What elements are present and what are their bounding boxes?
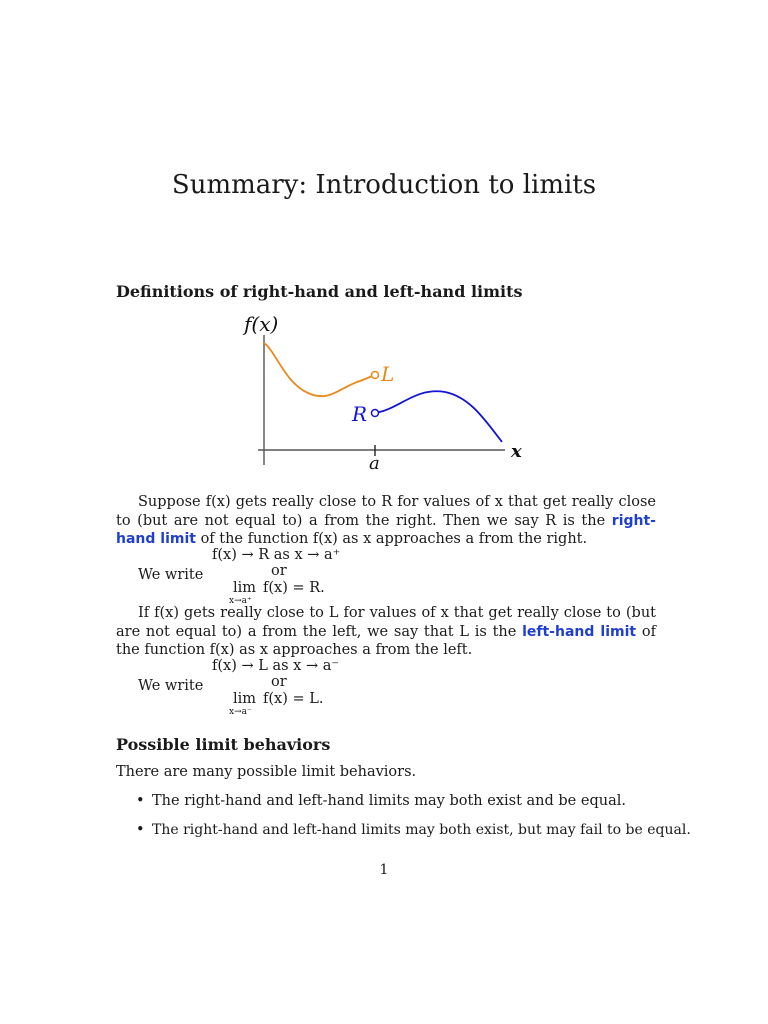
section-heading-definitions: Definitions of right-hand and left-hand limits: [116, 282, 523, 301]
left-we-write: We write: [138, 678, 204, 694]
x-axis-label: x: [511, 441, 522, 462]
bullet-icon: •: [136, 822, 145, 838]
section-heading-behaviors: Possible limit behaviors: [116, 735, 331, 754]
left-lim: lim: [233, 691, 257, 707]
right-hand-limit-term: right-hand limit: [116, 512, 656, 547]
left-hand-limit-term: left-hand limit: [522, 623, 637, 640]
left-limit-paragraph: [116, 604, 656, 660]
left-curve: [264, 343, 375, 396]
y-axis-label: f(x): [244, 312, 279, 336]
page-title: Summary: Introduction to limits: [171, 170, 597, 200]
list-item: The right-hand and left-hand limits may both exist and be equal.: [152, 793, 626, 809]
right-arrow-notation: f(x) → R as x → a⁺: [212, 547, 341, 563]
right-curve: [375, 391, 502, 442]
left-arrow-notation: f(x) → L as x → a⁻: [212, 658, 340, 674]
L-label: L: [381, 362, 395, 386]
R-label: R: [352, 402, 368, 426]
right-lim: lim: [233, 580, 257, 596]
right-limit-text-1: Suppose f(x) gets really close to R for values of x that get really close to (but are not equal to) a from the right. Then we say R is the: [116, 494, 656, 529]
right-limit-open-point: [372, 410, 379, 417]
right-we-write: We write: [138, 567, 204, 583]
left-lim-subscript: x→a⁻: [229, 707, 252, 717]
left-or: or: [271, 674, 287, 690]
bullet-icon: •: [136, 793, 145, 809]
right-limit-paragraph: [116, 493, 656, 549]
left-lim-expression: f(x) = L.: [263, 691, 324, 707]
list-item: The right-hand and left-hand limits may both exist, but may fail to be equal.: [152, 822, 691, 838]
left-limit-open-point: [372, 372, 379, 379]
left-limit-text-2: of the function f(x) as x approaches a from the left.: [116, 623, 657, 658]
limit-graph: [230, 305, 540, 480]
page-number: 1: [379, 862, 389, 878]
left-limit-text-1: If f(x) gets really close to L for values of x that get really close to (but are not equal to) a from the left, we say that L is the: [116, 605, 656, 640]
a-label: a: [369, 453, 380, 474]
right-or: or: [271, 563, 287, 579]
right-lim-expression: f(x) = R.: [263, 580, 325, 596]
right-limit-text-2: of the function f(x) as x approaches a from the right.: [200, 531, 588, 547]
behaviors-intro: There are many possible limit behaviors.: [116, 764, 417, 780]
right-lim-subscript: x→a⁺: [229, 596, 252, 606]
